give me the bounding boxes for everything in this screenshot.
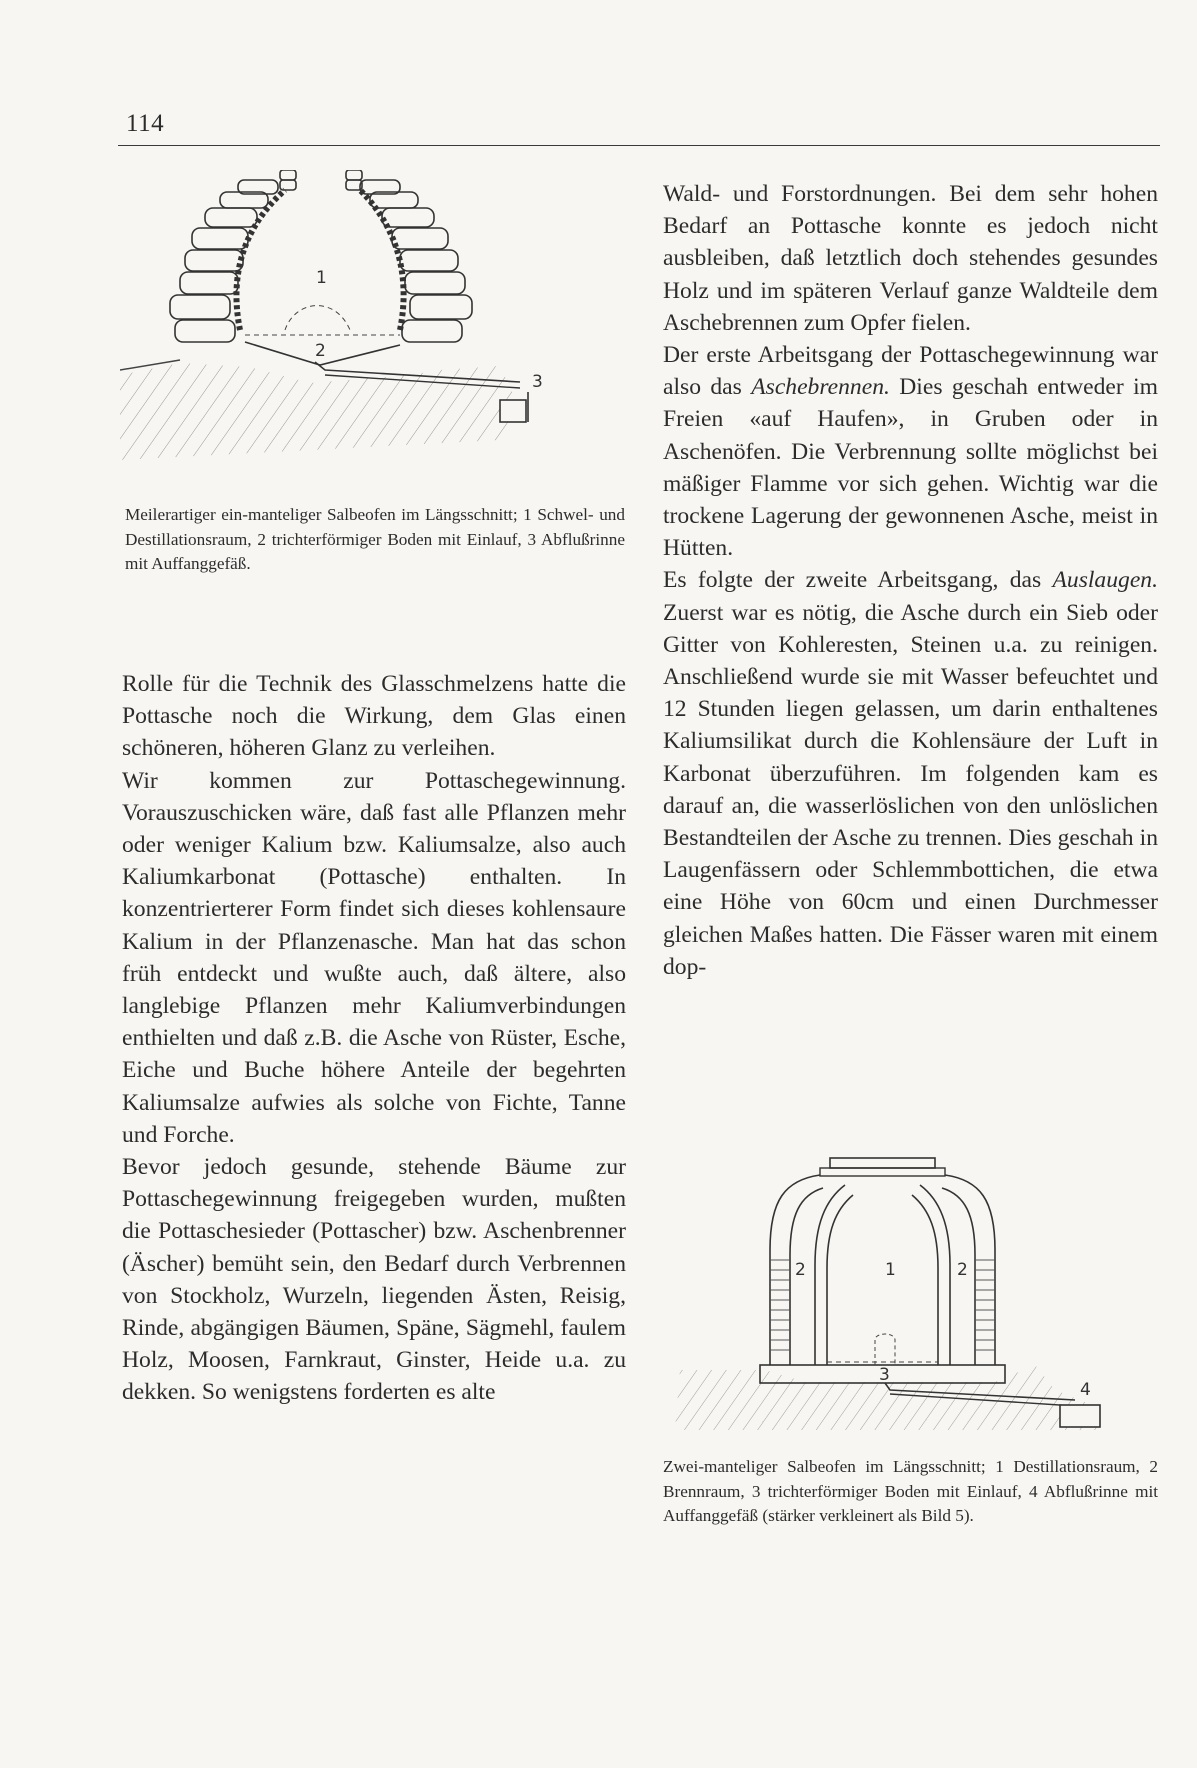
paragraph [663, 564, 1158, 983]
label-2-right: 2 [957, 1260, 968, 1280]
paragraph [663, 339, 1158, 564]
header-rule [118, 145, 1160, 146]
lid [830, 1158, 935, 1168]
paragraph: Wald- und Forstordnungen. Bei dem sehr hohen Bedarf an Pottasche konnte es jedoch nicht ausbleiben, daß letztlich doch stehendes gesundes Holz und im späteren Verlauf ganze Waldteile dem Aschebrennen zum Opfer fielen. [663, 181, 1158, 336]
paragraph: Wir kommen zur Pottaschegewinnung. Vorauszuschicken wäre, daß fast alle Pflanzen mehr oder weniger Kalium bzw. Kaliumsalze, also auch Kaliumkarbonat (Pottasche) enthalten. In konzentrierterer Form findet sich dieses kohlensaure Kalium in der Pflanzenasche. Man hat das schon früh entdeckt und wußte auch, daß ältere, also langlebige Pflanzen mehr Kaliumverbindungen enthielten und daß z.B. die Asche von Rüster, Esche, Eiche und Buche höhere Anteile der begehrten Kaliumsalze aufwies als solche von Fichte, Tanne und Forche. [122, 767, 626, 1148]
right-column [663, 178, 1158, 983]
label-3: 3 [879, 1365, 890, 1385]
right-wall-stones [346, 170, 472, 342]
collecting-vessel [500, 400, 526, 422]
label-2-left: 2 [795, 1260, 806, 1280]
figure-1-single-mantle-kiln [120, 170, 640, 490]
figure-2-caption: Zwei-manteliger Salbeofen im Längsschnitt; 1 Destillationsraum, 2 Brennraum, 3 trichterförmiger Boden mit Einlauf, 4 Abflußrinne mit Auffanggefäß (stärker verkleinert als Bild 5). [663, 1457, 1158, 1526]
text: Zuerst war es nötig, die Asche durch ein Sieb oder Gitter von Kohleresten, Steinen u.a. zu reinigen. Anschließend wurde sie mit Wasser befeuchtet und 12 Stunden liegen gelassen, um darin enthaltenes Kaliumsilikat durch die Kohlensäure der Luft in Karbonat überzuführen. Im folgenden kam es darauf an, die wasserlöslichen von den unlöslichen Bestandteilen der Asche zu trennen. Dies geschah in Laugenfässern oder Schlemmbottichen, die etwa eine Höhe von 60cm und einen Durchmesser gleichen Maßes hatten. Die Fässer waren mit einem dop- [663, 599, 1158, 980]
left-brick-courses [770, 1260, 790, 1350]
text: Dies geschah entweder im Freien «auf Haufen», in Gruben oder in Aschenöfen. Die Verbrennung sollte möglichst bei mäßiger Flamme vor sich gehen. Wichtig war die trockene Lagerung der gewonnenen Asche, meist in Hütten. [663, 374, 1158, 562]
figure-2-double-mantle-kiln [675, 1150, 1160, 1430]
left-wall-stones [170, 170, 296, 342]
paragraph: Bevor jedoch gesunde, stehende Bäume zur Pottaschegewinnung freigegeben wurden, mußten die Pottaschesieder (Pottascher) bzw. Aschenbrenner (Äscher) bemüht sein, den Bedarf durch Verbrennen von Stockholz, Wurzeln, liegenden Ästen, Reisig, Rinde, abgängigen Bäumen, Späne, Sägmehl, faulem Holz, Moosen, Farnkraut, Ginster, Heide u.a. zu dekken. So wenigstens forderten es alte [122, 1154, 626, 1406]
text: Es folgte der zweite Arbeitsgang, das [663, 567, 1053, 594]
collecting-vessel [1060, 1405, 1100, 1427]
right-brick-courses [975, 1260, 995, 1350]
label-2: 2 [315, 341, 326, 361]
paragraph: Rolle für die Technik des Glasschmelzens hatte die Pottasche noch die Wirkung, dem Glas einen schöneren, höheren Glanz zu verleihen. [122, 671, 626, 762]
label-1: 1 [885, 1260, 896, 1280]
figure-1-caption: Meilerartiger ein-manteliger Salbeofen im Längsschnitt; 1 Schwel- und Destillationsraum, 2 trichterförmiger Boden mit Einlauf, 3 Abflußrinne mit Auffanggefäß. [125, 505, 625, 574]
left-column [122, 668, 626, 1409]
label-1: 1 [316, 268, 327, 288]
page-number: 114 [126, 110, 165, 137]
label-3: 3 [532, 372, 543, 392]
text: Der erste Arbeitsgang der Pottaschegewinnung war also das [663, 342, 1158, 401]
italic-term: Aschebrennen. [751, 374, 890, 401]
label-4: 4 [1080, 1380, 1091, 1400]
italic-term: Auslaugen. [1052, 567, 1158, 594]
